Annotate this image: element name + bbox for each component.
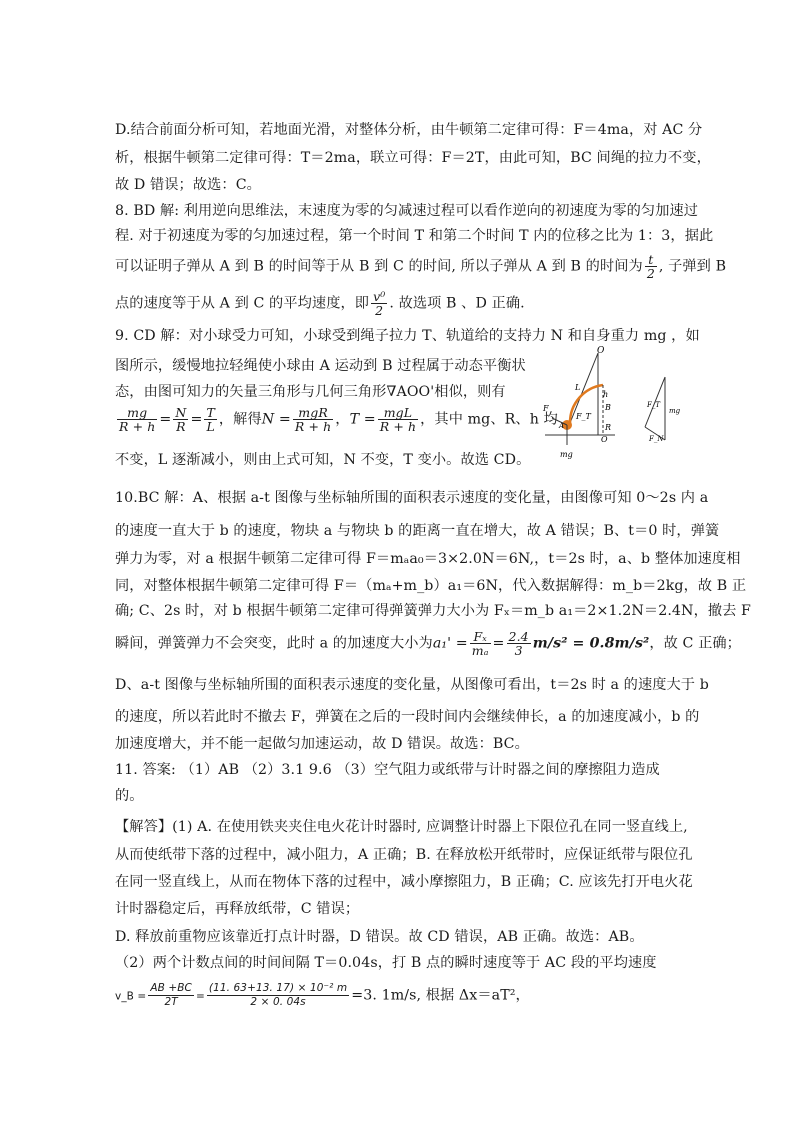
triangle-label: F_N bbox=[649, 435, 664, 443]
text-line: 同，对整体根据牛顿第二定律可得 F＝（mₐ+m_b）a₁＝6N，代入数据解得：m_b＝2kg，故 B 正 bbox=[115, 578, 747, 594]
diagram-label: O bbox=[601, 435, 608, 444]
text-segment: 可以证明子弹从 A 到 B 的时间等于从 B 到 C 的时间, 所以子弹从 A 到 B 的时间为 bbox=[115, 258, 643, 275]
text-line: 不变，L 逐渐减小，则由上式可知，N 不变，T 变小。故选 CD。 bbox=[115, 452, 531, 468]
text-segment: ，其中 mg、R、h 均 bbox=[420, 411, 558, 428]
fraction-numerator: Fₓ bbox=[470, 630, 491, 644]
fraction-denominator: 3 bbox=[514, 643, 523, 658]
text-line: 10.BC 解：A、根据 a-t 图像与坐标轴所围的面积表示速度的变化量，由图像可知 0～2s 内 a bbox=[115, 490, 709, 506]
text-segment: ， bbox=[335, 411, 350, 428]
text-line: D、a-t 图像与坐标轴所围的面积表示速度的变化量，从图像可看出，t＝2s 时 a 的速度大于 b bbox=[115, 677, 709, 693]
fraction-denominator: R + h bbox=[119, 419, 156, 434]
text-segment: , 子弹到 B bbox=[658, 258, 727, 275]
text-line: 瞬间，弹簧弹力不会突变，此时 a 的加速度大小为a₁' = $\frac{\text{Fₓ}}{\text{mₐ}}$ = $\frac{2.4}{3}$ m/s² = 0.8m/s²，故 C 正确； bbox=[115, 629, 741, 658]
text-segment: ，解得 bbox=[218, 411, 262, 428]
text-line: 的。 bbox=[115, 788, 144, 804]
fraction-numerator: mgR bbox=[293, 406, 333, 420]
fraction bbox=[117, 406, 157, 433]
diagram-label: O bbox=[597, 346, 605, 356]
equation-lhs: T = bbox=[349, 411, 376, 428]
text-line: 态，由图可知力的矢量三角形与几何三角形∇AOO'相似，则有 bbox=[115, 384, 506, 400]
diagram-label: B bbox=[605, 403, 611, 412]
equation-lhs: v_B = bbox=[115, 990, 147, 1003]
fraction bbox=[293, 406, 333, 433]
fraction-denominator: R + h bbox=[379, 419, 417, 434]
diagram-label: F_T bbox=[576, 412, 591, 421]
text-segment: . 故选项 B 、D 正确. bbox=[389, 295, 525, 312]
text-line: 故 D 错误；故选：C。 bbox=[115, 177, 261, 193]
fraction bbox=[148, 982, 194, 1009]
text-line: D. 释放前重物应该靠近打点计时器，D 错误。故 CD 错误，AB 正确。故选：AB。 bbox=[115, 929, 644, 945]
fraction bbox=[470, 630, 491, 657]
fraction-numerator: (11. 63+13. 17) × 10⁻² m bbox=[208, 982, 348, 994]
diagram-label: h bbox=[603, 390, 609, 399]
fraction-numerator: t bbox=[645, 253, 657, 267]
fraction bbox=[378, 406, 418, 433]
fraction-denominator: 2 × 0. 04s bbox=[250, 996, 306, 1008]
fraction bbox=[207, 982, 349, 1009]
text-line: D.结合前面分析可知，若地面光滑，对整体分析，由牛顿第二定律可得：F＝4ma，对 AC 分 bbox=[115, 122, 703, 138]
text-line: 的速度一直大于 b 的速度，物块 a 与物块 b 的距离一直在增大，故 A 错误；B、t＝0 时，弹簧 bbox=[115, 523, 720, 539]
fraction-denominator: 2 bbox=[375, 303, 384, 318]
fraction-numerator: T bbox=[206, 405, 215, 420]
text-segment: 瞬间，弹簧弹力不会突变，此时 a 的加速度大小为 bbox=[115, 635, 433, 652]
text-line: 11. 答案: （1）AB （2）3.1 9.6 （3）空气阻力或纸带与计时器之间的摩擦阻力造成 bbox=[115, 762, 660, 778]
force-diagram bbox=[535, 345, 685, 460]
text-line bbox=[115, 253, 726, 280]
fraction-numerator: mg bbox=[117, 406, 157, 420]
fraction-denominator: L bbox=[206, 419, 215, 434]
fraction-t-over-2 bbox=[645, 253, 657, 280]
diagram-label: A bbox=[559, 422, 565, 430]
text-line: 计时器稳定后，再释放纸带，C 错误； bbox=[115, 901, 360, 917]
fraction-numerator: AB +BC bbox=[150, 982, 192, 994]
text-segment: 点的速度等于从 A 到 C 的平均速度，即 bbox=[115, 295, 370, 312]
equation-result: m/s² = 0.8m/s² bbox=[532, 635, 650, 652]
triangle-label: F_T bbox=[647, 401, 661, 409]
fraction-denominator: R bbox=[176, 419, 186, 434]
text-line: 8. BD 解: 利用逆向思维法，末速度为零的匀减速过程可以看作逆向的初速度为零的匀加速过 bbox=[115, 203, 699, 219]
fraction-numerator: mgL bbox=[378, 406, 418, 420]
diagram-label: L bbox=[575, 383, 581, 392]
fraction-denominator: 2 bbox=[646, 266, 655, 281]
fraction-numerator: 2.4 bbox=[508, 629, 529, 644]
text-line: 9. CD 解：对小球受力可知，小球受到绳子拉力 T、轨道给的支持力 N 和自身重力 mg ，如 bbox=[115, 328, 700, 344]
diagram-label: F bbox=[543, 404, 549, 413]
text-line: 的速度，所以若此时不撤去 F，弹簧在之后的一段时间内会继续伸长，a 的加速度减小，b 的 bbox=[115, 709, 700, 725]
text-line: 图所示，缓慢地拉轻绳使小球由 A 运动到 B 过程属于动态平衡状 bbox=[115, 358, 526, 374]
text-line: 析，根据牛顿第二定律可得：T＝2ma，联立可得：F＝2T，由此可知，BC 间绳的拉力不变， bbox=[115, 150, 711, 166]
fraction-numerator: v⁰ bbox=[373, 289, 386, 304]
text-segment: =3. 1m/s, 根据 Δx＝aT²， bbox=[351, 987, 530, 1004]
text-line: 程. 对于初速度为零的匀加速过程，第一个时间 T 和第二个时间 T 内的位移之比为 1：3，据此 bbox=[115, 228, 714, 244]
text-line: 在同一竖直线上，从而在物体下落的过程中，减小摩擦阻力，B 正确；C. 应该先打开电火花 bbox=[115, 874, 693, 890]
equation-line: $\frac{mg}{R + h}$ = $\frac{N}{R}$ = $\frac{T}{L}$ ，解得N = $\frac{\text{mgR}}{R + h}$ ，T = $\frac{\text{mgL}}{R + h}$ ，其中 mg、R、h 均 bbox=[119, 405, 558, 434]
diagram-label: R bbox=[605, 423, 612, 432]
equation-lhs: a₁' = bbox=[432, 635, 468, 652]
fraction bbox=[173, 406, 188, 433]
text-line: 从而使纸带下落的过程中，减小阻力，A 正确；B. 在释放松开纸带时，应保证纸带与限位孔 bbox=[115, 847, 693, 863]
text-line: 【解答】(1) A. 在使用铁夹夹住电火花计时器时, 应调整计时器上下限位孔在同一竖直线上, bbox=[115, 819, 688, 835]
text-line: 加速度增大，并不能一起做匀加速运动，故 D 错误。故选：BC。 bbox=[115, 736, 529, 752]
equation-line: v_B = $\frac{AB +BC}{2T}$ = $\frac{\text{(11. 63+13. 17) × 10⁻² m}}{2 \times 0. 04s}$ =3. 1m/s, 根据 Δx＝aT²， bbox=[115, 982, 530, 1008]
text-line: （2）两个计数点间的时间间隔 T＝0.04s，打 B 点的瞬时速度等于 AC 段的平均速度 bbox=[115, 955, 657, 971]
triangle-label: mg bbox=[669, 407, 681, 415]
fraction bbox=[204, 406, 216, 433]
text-line bbox=[115, 290, 525, 317]
fraction-denominator: mₐ bbox=[471, 643, 489, 658]
diagram-label: mg bbox=[560, 450, 573, 459]
fraction-numerator: N bbox=[175, 405, 187, 420]
fraction-v0-over-2 bbox=[371, 290, 387, 317]
fraction bbox=[507, 630, 531, 657]
text-line: 弹力为零，对 a 根据牛顿第二定律可得 F＝mₐa₀＝3×2.0N＝6N,，t＝2s 时，a、b 整体加速度相 bbox=[115, 551, 741, 567]
fraction-denominator: R + h bbox=[294, 419, 332, 434]
equation-lhs: N = bbox=[261, 411, 291, 428]
text-segment: ，故 C 正确； bbox=[649, 635, 741, 652]
fraction-denominator: 2T bbox=[164, 996, 178, 1008]
text-line: 确; C、2s 时，对 b 根据牛顿第二定律可得弹簧弹力大小为 Fₓ＝m_b a₁＝2×1.2N＝2.4N，撤去 F bbox=[115, 603, 751, 619]
